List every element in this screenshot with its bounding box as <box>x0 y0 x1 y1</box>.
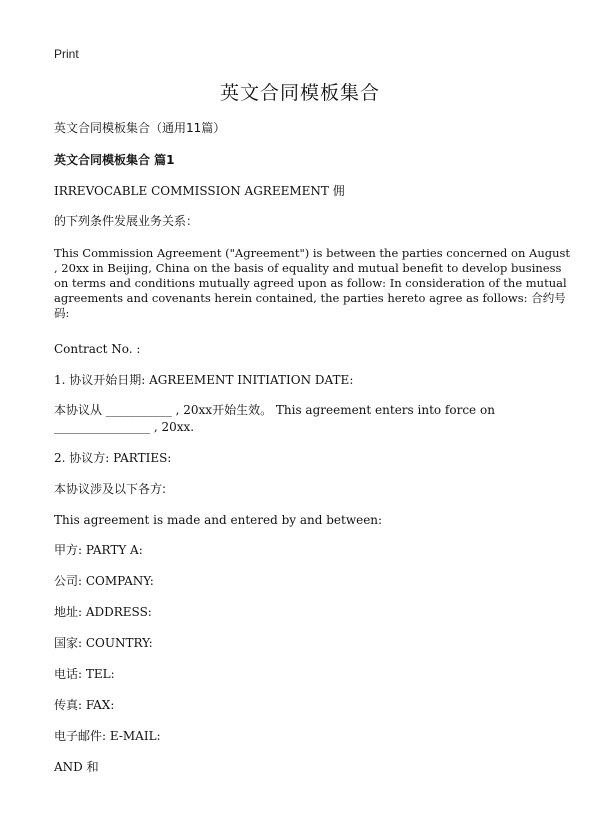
initiation-text-line-1: 本协议从 ___________ , 20xx开始生效。 This agreement enters into force on <box>54 403 495 417</box>
country-field: 国家: COUNTRY: <box>54 636 153 650</box>
paragraph-line: agreements and covenants herein contained, the parties hereto agree as follows: 合约号 <box>54 291 566 305</box>
agreement-name: IRREVOCABLE COMMISSION AGREEMENT 佣 <box>54 184 345 198</box>
company-field: 公司: COMPANY: <box>54 574 154 588</box>
print-link[interactable]: Print <box>54 47 79 61</box>
initiation-date-heading: 1. 协议开始日期: AGREEMENT INITIATION DATE: <box>54 373 354 387</box>
paragraph-line: 码: <box>54 306 70 320</box>
document-title: 英文合同模板集合 <box>219 82 380 104</box>
fax-field: 传真: FAX: <box>54 698 115 712</box>
intro-paragraph <box>54 246 571 321</box>
parties-english: This agreement is made and entered by and between: <box>54 513 383 527</box>
contract-number: Contract No. : <box>54 342 141 356</box>
paragraph-line: on terms and conditions mutually agreed upon as follow: In consideration of the mutual <box>54 276 567 290</box>
section-heading: 英文合同模板集合 篇1 <box>54 153 175 167</box>
intro-chinese: 的下列条件发展业务关系： <box>54 214 199 228</box>
initiation-text-line-2: ________________ , 20xx. <box>54 420 195 434</box>
paragraph-line: This Commission Agreement ("Agreement") is between the parties concerned on August <box>54 246 571 260</box>
party-a-field: 甲方: PARTY A: <box>54 543 143 557</box>
email-field: 电子邮件: E-MAIL: <box>54 729 161 743</box>
and-label: AND 和 <box>54 760 99 774</box>
parties-chinese: 本协议涉及以下各方: <box>54 482 167 496</box>
tel-field: 电话: TEL: <box>54 667 115 681</box>
address-field: 地址: ADDRESS: <box>54 605 152 619</box>
paragraph-line: , 20xx in Beijing, China on the basis of equality and mutual benefit to develop business <box>54 261 562 275</box>
parties-heading: 2. 协议方: PARTIES: <box>54 451 172 465</box>
document-subtitle: 英文合同模板集合（通用11篇） <box>54 121 226 135</box>
